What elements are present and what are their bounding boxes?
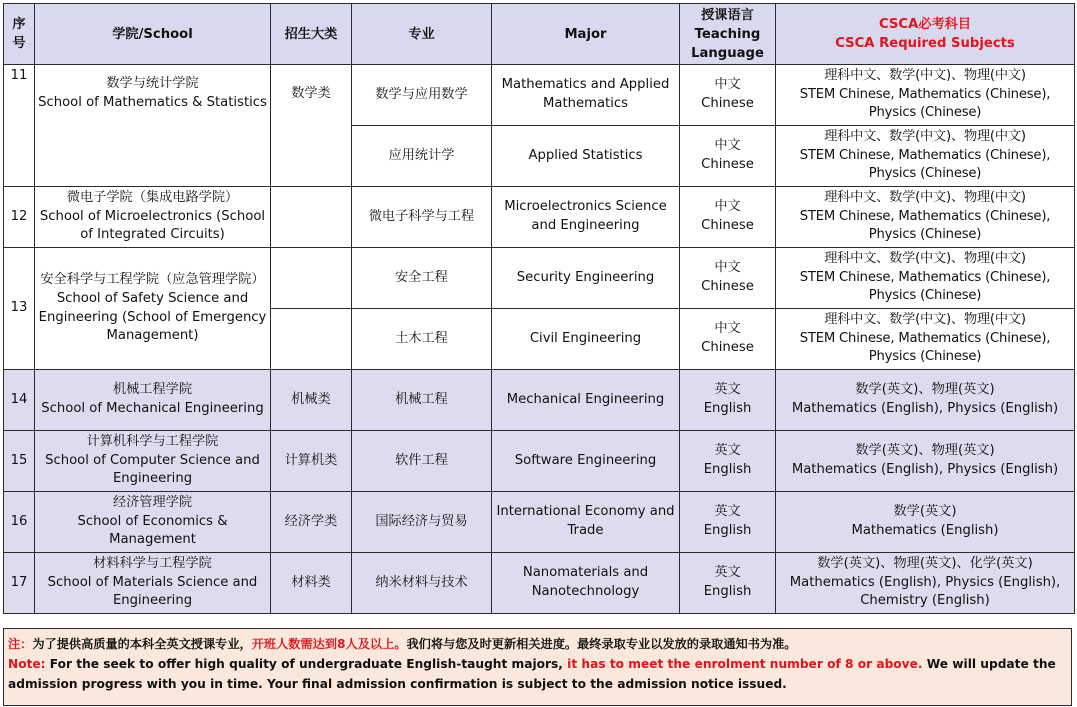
row-number: 13	[4, 248, 35, 370]
major-en-cell: Security Engineering	[492, 248, 680, 309]
table-row	[4, 553, 1075, 614]
major-en-cell: Civil Engineering	[492, 309, 680, 370]
category-cell: 数学类	[271, 65, 352, 187]
subjects-cell	[776, 248, 1075, 309]
school-name-en: School of Mathematics & Statistics	[38, 94, 267, 110]
subjects-en: Mathematics (English), Physics (English)	[791, 401, 1059, 416]
table-row	[4, 248, 1075, 309]
language-cn: 英文	[714, 504, 741, 520]
language-cell	[680, 370, 776, 431]
language-en: English	[703, 584, 752, 599]
subjects-cell	[776, 553, 1075, 614]
major-cn-cell: 机械工程	[352, 370, 492, 431]
major-en-cell: Mathematics and Applied Mathematics	[492, 65, 680, 126]
language-en: Chinese	[701, 340, 754, 355]
table-row	[4, 187, 1075, 248]
language-cn: 中文	[714, 260, 741, 276]
table-row	[4, 492, 1075, 553]
major-en-cell: Microelectronics Science and Engineering	[492, 187, 680, 248]
language-en: English	[703, 523, 752, 538]
language-cell	[680, 187, 776, 248]
major-cn-cell: 软件工程	[352, 431, 492, 492]
school-cell	[35, 492, 271, 553]
subjects-en: STEM Chinese, Mathematics (Chinese), Physics (Chinese)	[799, 147, 1051, 182]
major-cn-cell: 纳米材料与技术	[352, 553, 492, 614]
school-name-cn: 机械工程学院	[112, 382, 193, 398]
school-cell	[35, 187, 271, 248]
header-csca-cn: CSCA必考科目	[878, 17, 972, 32]
school-name-cn: 计算机科学与工程学院	[86, 434, 219, 450]
subjects-cell	[776, 431, 1075, 492]
subjects-en: Mathematics (English), Physics (English), Chemistry (English)	[789, 574, 1061, 609]
note-en-text-1: For the seek to offer high quality of undergraduate English-taught majors,	[45, 657, 568, 671]
note-en	[8, 654, 1071, 694]
language-cn: 英文	[714, 565, 741, 581]
subjects-cell	[776, 492, 1075, 553]
note-cn	[8, 634, 1071, 654]
header-csca-en: CSCA Required Subjects	[835, 36, 1015, 51]
subjects-en: STEM Chinese, Mathematics (Chinese), Physics (Chinese)	[799, 86, 1051, 121]
category-cell: 计算机类	[271, 431, 352, 492]
language-en: Chinese	[701, 218, 754, 233]
major-cn-cell: 土木工程	[352, 309, 492, 370]
row-number: 16	[4, 492, 35, 553]
language-en: English	[703, 401, 752, 416]
note-cn-text-2: 我们将与您及时更新相关进度。最终录取专业以发放的录取通知书为准。	[406, 637, 797, 651]
school-cell	[35, 431, 271, 492]
language-cell	[680, 553, 776, 614]
school-cell	[35, 370, 271, 431]
language-cell	[680, 126, 776, 187]
category-cell: 机械类	[271, 370, 352, 431]
major-cn-cell: 安全工程	[352, 248, 492, 309]
subjects-cn: 理科中文、数学(中文)、物理(中文)	[824, 190, 1026, 206]
category-cell	[271, 248, 352, 309]
major-cn-cell: 微电子科学与工程	[352, 187, 492, 248]
language-en: Chinese	[701, 96, 754, 111]
major-en-cell: Applied Statistics	[492, 126, 680, 187]
subjects-en: Mathematics (English), Physics (English)	[791, 462, 1059, 477]
note-en-red: it has to meet the enrolment number of 8 or above.	[567, 657, 923, 671]
category-cell: 材料类	[271, 553, 352, 614]
school-name-cn: 数学与统计学院	[106, 76, 199, 91]
subjects-cell	[776, 370, 1075, 431]
language-en: Chinese	[701, 279, 754, 294]
category-cell	[271, 309, 352, 370]
table-row	[4, 370, 1075, 431]
subjects-cn: 理科中文、数学(中文)、物理(中文)	[824, 129, 1026, 145]
school-name-en: School of Safety Science and Engineering (School of Emergency Management)	[38, 290, 267, 344]
row-number: 15	[4, 431, 35, 492]
note-en-text-2: We will update the admission progress with you in time. Your final admission confirmation is subject to the admission notice issued.	[8, 657, 1056, 691]
major-cn-cell: 数学与应用数学	[352, 65, 492, 126]
subjects-cn: 理科中文、数学(中文)、物理(中文)	[824, 312, 1026, 328]
language-cn: 中文	[714, 77, 741, 93]
subjects-cn: 理科中文、数学(中文)、物理(中文)	[824, 68, 1026, 84]
subjects-en: Mathematics (English)	[851, 523, 999, 538]
language-cn: 英文	[714, 443, 741, 459]
school-name-en: School of Mechanical Engineering	[41, 401, 264, 416]
admission-note	[3, 628, 1072, 706]
subjects-cn: 数学(英文)、物理(英文)、化学(英文)	[817, 556, 1033, 572]
language-en: Chinese	[701, 157, 754, 172]
note-cn-text-1: 为了提供高质量的本科全英文授课专业，	[32, 637, 252, 651]
row-number: 11	[4, 65, 35, 187]
subjects-cn: 数学(英文)	[893, 504, 957, 520]
school-name-en: School of Microelectronics (School of Integrated Circuits)	[39, 208, 266, 243]
subjects-en: STEM Chinese, Mathematics (Chinese), Physics (Chinese)	[799, 208, 1051, 243]
language-cell	[680, 309, 776, 370]
header-csca	[776, 4, 1075, 65]
school-name-cn: 安全科学与工程学院（应急管理学院）	[40, 272, 265, 288]
subjects-cell	[776, 65, 1075, 126]
header-lang-en1: Teaching	[694, 26, 761, 42]
subjects-en: STEM Chinese, Mathematics (Chinese), Physics (Chinese)	[799, 330, 1051, 365]
language-cell	[680, 248, 776, 309]
language-cell	[680, 431, 776, 492]
language-cell	[680, 492, 776, 553]
school-name-en: School of Computer Science and Engineering	[45, 452, 260, 487]
note-cn-red: 开班人数需达到8人及以上。	[251, 637, 407, 651]
language-cn: 中文	[714, 321, 741, 337]
major-cn-cell: 国际经济与贸易	[352, 492, 492, 553]
subjects-cell	[776, 187, 1075, 248]
school-name-en: School of Materials Science and Engineering	[47, 574, 258, 609]
subjects-cn: 理科中文、数学(中文)、物理(中文)	[824, 251, 1026, 267]
header-language	[680, 4, 776, 65]
header-major-en: Major	[492, 4, 680, 65]
school-name-en: School of Economics & Management	[77, 513, 228, 548]
row-number: 14	[4, 370, 35, 431]
header-school: 学院/School	[35, 4, 271, 65]
category-cell: 经济学类	[271, 492, 352, 553]
note-en-label: Note:	[8, 657, 46, 671]
note-cn-label: 注：	[8, 637, 33, 651]
school-name-cn: 材料科学与工程学院	[93, 556, 212, 572]
table-row	[4, 65, 1075, 126]
school-name-cn: 微电子学院（集成电路学院）	[66, 190, 239, 206]
major-en-cell: International Economy and Trade	[492, 492, 680, 553]
row-number: 17	[4, 553, 35, 614]
row-number: 12	[4, 187, 35, 248]
language-en: English	[703, 462, 752, 477]
header-row	[4, 4, 1075, 65]
language-cell	[680, 65, 776, 126]
subjects-cell	[776, 309, 1075, 370]
header-lang-cn: 授课语言	[701, 7, 754, 23]
major-cn-cell: 应用统计学	[352, 126, 492, 187]
major-en-cell: Software Engineering	[492, 431, 680, 492]
school-cell	[35, 248, 271, 370]
category-cell	[271, 187, 352, 248]
subjects-cn: 数学(英文)、物理(英文)	[855, 382, 995, 398]
language-cn: 英文	[714, 382, 741, 398]
school-name-cn: 经济管理学院	[112, 495, 193, 511]
header-category: 招生大类	[271, 4, 352, 65]
major-en-cell: Mechanical Engineering	[492, 370, 680, 431]
header-no: 序号	[4, 4, 35, 65]
header-lang-en2: Language	[691, 45, 764, 61]
language-cn: 中文	[714, 138, 741, 154]
subjects-cn: 数学(英文)、物理(英文)	[855, 443, 995, 459]
school-cell	[35, 553, 271, 614]
school-cell	[35, 65, 271, 187]
subjects-cell	[776, 126, 1075, 187]
major-en-cell: Nanomaterials and Nanotechnology	[492, 553, 680, 614]
subjects-en: STEM Chinese, Mathematics (Chinese), Physics (Chinese)	[799, 269, 1051, 304]
language-cn: 中文	[714, 199, 741, 215]
admission-table	[3, 3, 1075, 614]
header-major-cn: 专业	[352, 4, 492, 65]
table-row	[4, 431, 1075, 492]
